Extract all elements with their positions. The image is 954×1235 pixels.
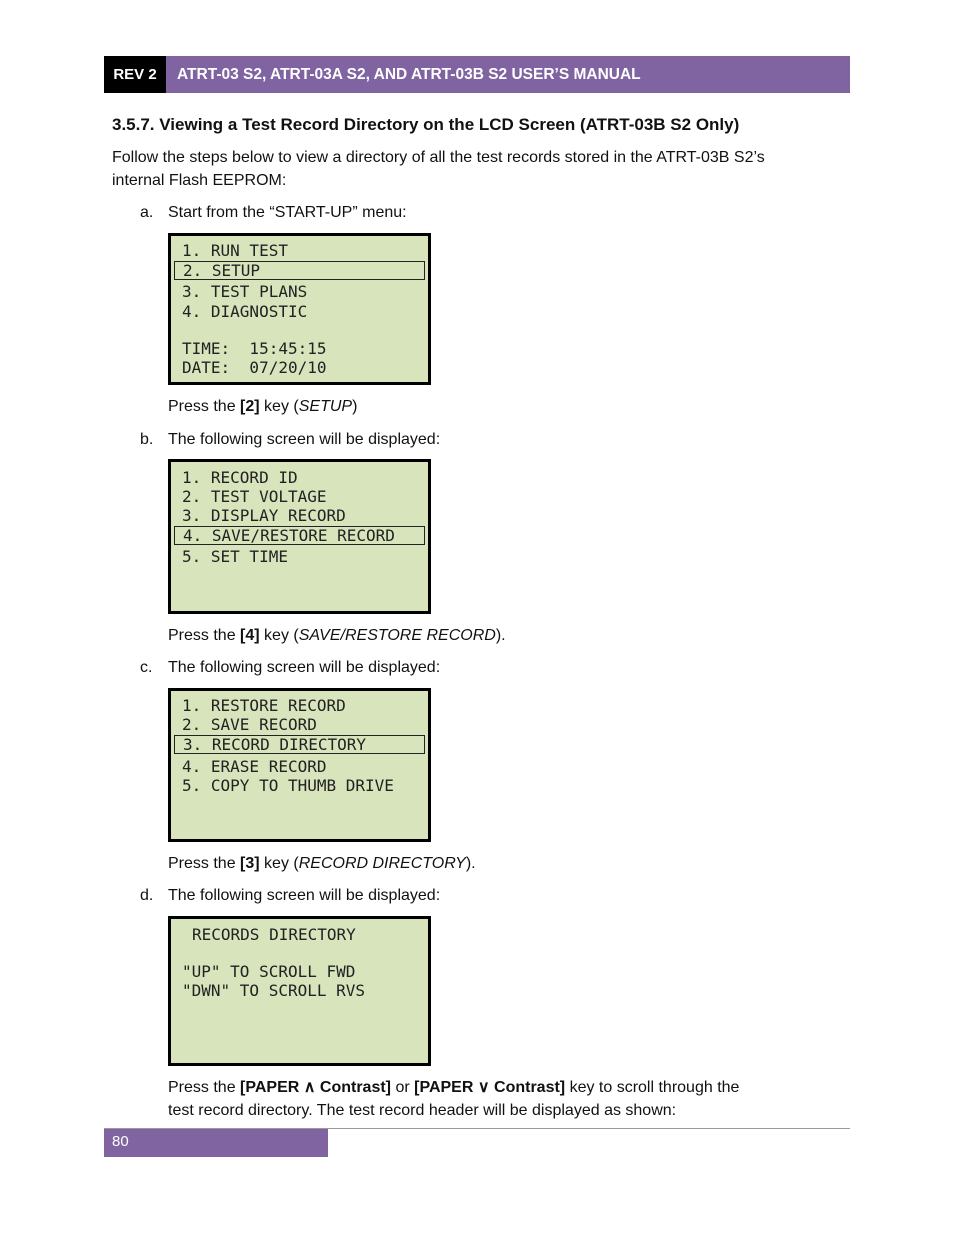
lcd-line: 4. ERASE RECORD [182,757,327,776]
lcd-line: RECORDS DIRECTORY [192,925,356,944]
lcd-line: 1. RECORD ID [182,468,298,487]
intro-line-2: internal Flash EEPROM: [112,172,287,189]
key-2: [2] [240,398,260,415]
lcd-save-restore-menu [168,688,431,842]
step-c-marker: c. [140,659,153,676]
lcd-line: 1. RESTORE RECORD [182,696,346,715]
key-3: [3] [240,855,260,872]
lcd-line: 3. TEST PLANS [182,282,308,301]
lcd-line: DATE: 07/20/10 [182,358,327,377]
lcd-setup-menu [168,459,431,614]
lcd-line-selected: 2. SETUP [174,261,425,280]
step-d-instruction: Press the [PAPER ∧ Contrast] or [PAPER ∨ Contrast] key to scroll through the [168,1079,740,1096]
lcd-startup-menu [168,233,431,385]
key-paper-up-contrast: [PAPER ∧ Contrast] [240,1079,392,1096]
key-paper-down-contrast: [PAPER ∨ Contrast] [414,1079,566,1096]
step-a-text: Start from the “START-UP” menu: [168,204,407,221]
lcd-records-directory [168,916,431,1066]
lcd-line: 3. DISPLAY RECORD [182,506,346,525]
step-b-marker: b. [140,431,154,448]
intro-line-1: Follow the steps below to view a directory of all the test records stored in the ATRT-03B S2’s [112,149,765,166]
section-title: 3.5.7. Viewing a Test Record Directory on the LCD Screen (ATRT-03B S2 Only) [112,115,740,134]
step-b-instruction: Press the [4] key (SAVE/RESTORE RECORD). [168,627,506,644]
lcd-line: 5. COPY TO THUMB DRIVE [182,776,394,795]
lcd-line: "DWN" TO SCROLL RVS [182,981,366,1000]
step-d-marker: d. [140,887,154,904]
lcd-line-selected: 3. RECORD DIRECTORY [174,735,425,754]
lcd-line-selected: 4. SAVE/RESTORE RECORD [174,526,425,545]
step-d-text: The following screen will be displayed: [168,887,441,904]
lcd-line: 5. SET TIME [182,547,288,566]
lcd-line: "UP" TO SCROLL FWD [182,962,356,981]
step-a-marker: a. [140,204,154,221]
step-d-instruction-line-2: test record directory. The test record header will be displayed as shown: [168,1102,677,1119]
revision-badge: REV 2 [104,56,166,93]
lcd-line: 1. RUN TEST [182,241,288,260]
step-b-text: The following screen will be displayed: [168,431,441,448]
lcd-line: 4. DIAGNOSTIC [182,302,308,321]
lcd-line: 2. SAVE RECORD [182,715,317,734]
key-4: [4] [240,627,260,644]
step-c-text: The following screen will be displayed: [168,659,441,676]
lcd-line: 2. TEST VOLTAGE [182,487,327,506]
lcd-line: TIME: 15:45:15 [182,339,327,358]
manual-title: ATRT-03 S2, ATRT-03A S2, AND ATRT-03B S2 USER’S MANUAL [177,66,641,83]
page-number: 80 [104,1129,328,1157]
step-a-instruction: Press the [2] key (SETUP) [168,398,358,415]
header-bar [104,56,850,93]
step-c-instruction: Press the [3] key (RECORD DIRECTORY). [168,855,476,872]
